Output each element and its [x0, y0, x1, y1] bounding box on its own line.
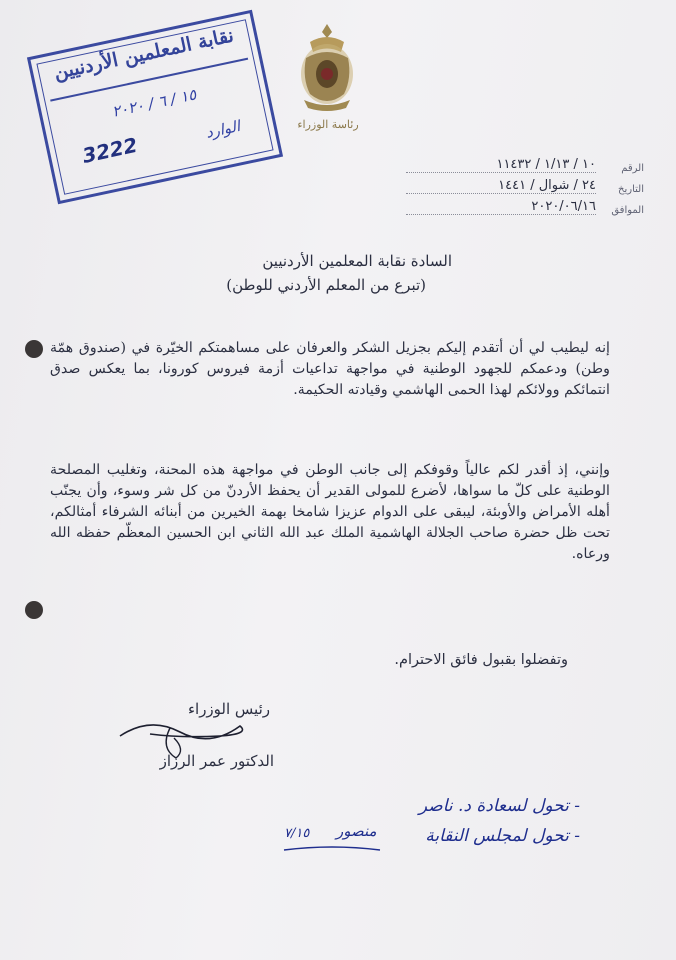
date-label: التاريخ [618, 184, 644, 195]
handwritten-note-2: - تحول لمجلس النقابة [425, 826, 580, 846]
gregorian-date-value: ٢٠٢٠/٠٦/١٦ [406, 199, 596, 215]
stamp-date: ١٥ / ٦ / ٢٠٢٠ [110, 85, 198, 121]
received-stamp [27, 10, 283, 205]
royal-crest-icon [296, 22, 358, 114]
handwritten-initials: منصور [336, 822, 377, 840]
addressee-line: السادة نقابة المعلمين الأردنيين [262, 252, 452, 270]
punch-hole-bottom [25, 601, 43, 619]
ref-value: ١٠ / ١/١٣ / ١١٤٣٢ [406, 157, 596, 173]
body-paragraph-2: وإنني، إذ أقدر لكم عالياً وقوفكم إلى جانب الوطن في مواجهة هذه المحنة، وتغليب المصلحة الوطنية على كلّ ما سواها، لأضرع للمولى القدير أن يحفظ الأردنّ من كل شر وسوء، وأن يجنّب أهله الأمراض والأوبئة، ليبقى على الدوام عزيزا شامخا بهمة الخيرين من أبنائه الشرفاء أمثالكم، تحت ظل حضرة صاحب الجلالة الهاشمية الملك عبد الله الثاني ابن الحسين المعظّم حفظه الله ورعاه. [50, 462, 610, 562]
subject-line: (تبرع من المعلم الأردني للوطن) [226, 276, 426, 294]
stamp-word: الوارد [204, 116, 242, 142]
closing-line: وتفضلوا بقبول فائق الاحترام. [394, 652, 568, 668]
handwritten-underline [282, 844, 382, 854]
ref-label: الرقم [621, 163, 644, 174]
stamp-title: نقابة المعلمين الأردنيين [51, 24, 236, 84]
signatory-title: رئيس الوزراء [187, 700, 270, 718]
handwritten-date: ٧/١٥ [284, 826, 310, 841]
letterhead-caption: رئاسة الوزراء [297, 118, 359, 131]
signatory-name: الدكتور عمر الرزاز [159, 752, 274, 770]
hijri-date-value: ٢٤ / شوال / ١٤٤١ [406, 178, 596, 194]
gregorian-label: الموافق [611, 205, 644, 216]
punch-hole-top [25, 340, 43, 358]
body-paragraph-1: إنه ليطيب لي أن أتقدم إليكم بجزيل الشكر والعرفان على مساهمتكم الخيّرة في (صندوق همّة وطن) ودعمكم للجهود الوطنية في مواجهة تداعيات أزمة فيروس كورونا، بما يعكس صدق انتمائكم وولائكم لهذا الحمى الهاشمي وقيادته الحكيمة. [50, 340, 610, 398]
handwritten-note-1: - تحول لسعادة د. ناصر [418, 796, 580, 816]
stamp-number: 3222 [80, 132, 140, 168]
